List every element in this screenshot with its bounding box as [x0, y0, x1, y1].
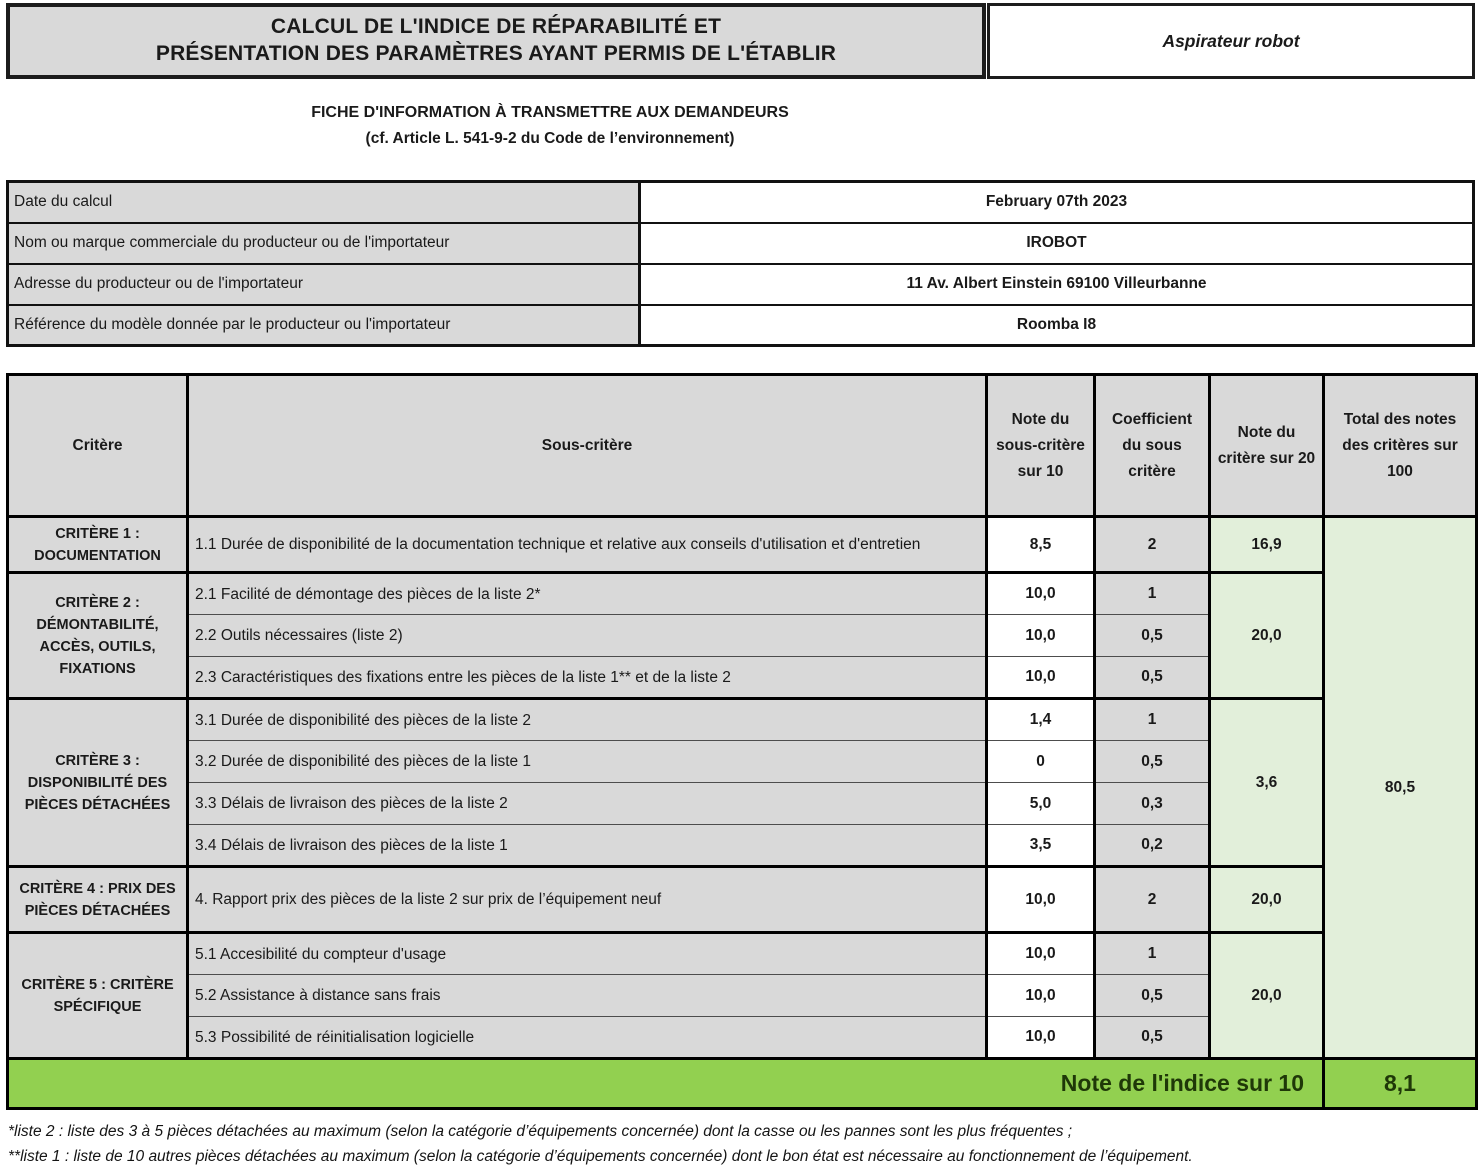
subcriterion-score-cell: 0 — [987, 741, 1095, 783]
coefficient-cell: 2 — [1095, 517, 1210, 573]
info-value-producer-address: 11 Av. Albert Einstein 69100 Villeurbanne — [640, 264, 1474, 305]
criterion-4-score-cell: 20,0 — [1210, 867, 1324, 933]
table-row — [8, 699, 1477, 741]
coefficient-cell: 0,3 — [1095, 783, 1210, 825]
subcriterion-score-cell: 10,0 — [987, 615, 1095, 657]
subcriterion-label-cell: 2.3 Caractéristiques des fixations entre les pièces de la liste 1** et de la liste 2 — [188, 657, 987, 699]
info-value-producer-name: IROBOT — [640, 223, 1474, 264]
column-header-note-sous-critere: Note du sous-critère sur 10 — [987, 375, 1095, 517]
subcriterion-score-cell: 10,0 — [987, 1017, 1095, 1059]
info-row-date — [8, 182, 1474, 223]
criterion-5-score-cell: 20,0 — [1210, 933, 1324, 1059]
info-table — [6, 180, 1475, 347]
coefficient-cell: 0,5 — [1095, 741, 1210, 783]
criterion-2-name-cell: CRITÈRE 2 : DÉMONTABILITÉ, ACCÈS, OUTILS, FIXATIONS — [8, 573, 188, 699]
coefficient-cell: 2 — [1095, 867, 1210, 933]
subcriterion-label-cell: 4. Rapport prix des pièces de la liste 2 sur prix de l’équipement neuf — [188, 867, 987, 933]
table-row — [8, 517, 1477, 573]
criteria-table-header-row — [8, 375, 1477, 517]
subcriterion-score-cell: 10,0 — [987, 933, 1095, 975]
criterion-2-score-cell: 20,0 — [1210, 573, 1324, 699]
column-header-total: Total des notes des critères sur 100 — [1324, 375, 1477, 517]
coefficient-cell: 0,5 — [1095, 975, 1210, 1017]
subcriterion-score-cell: 10,0 — [987, 573, 1095, 615]
criterion-3-name-cell: CRITÈRE 3 : DISPONIBILITÉ DES PIÈCES DÉTACHÉES — [8, 699, 188, 867]
info-row-producer-name — [8, 223, 1474, 264]
subcriterion-score-cell: 3,5 — [987, 825, 1095, 867]
subcriterion-label-cell: 1.1 Durée de disponibilité de la documentation technique et relative aux conseils d'utilisation et d'entretien — [188, 517, 987, 573]
subcriterion-label-cell: 5.1 Accesibilité du compteur d'usage — [188, 933, 987, 975]
info-label-model-reference: Référence du modèle donnée par le producteur ou l'importateur — [8, 305, 640, 346]
subcriterion-score-cell: 10,0 — [987, 975, 1095, 1017]
coefficient-cell: 1 — [1095, 933, 1210, 975]
subcriterion-label-cell: 3.4 Délais de livraison des pièces de la liste 1 — [188, 825, 987, 867]
product-category-box — [987, 3, 1475, 79]
info-label-producer-address: Adresse du producteur ou de l'importateur — [8, 264, 640, 305]
coefficient-cell: 1 — [1095, 699, 1210, 741]
subtitle-legal-reference: (cf. Article L. 541-9-2 du Code de l’environnement) — [365, 130, 735, 147]
footnotes — [8, 1119, 1480, 1169]
subcriterion-label-cell: 3.1 Durée de disponibilité des pièces de la liste 2 — [188, 699, 987, 741]
subcriterion-score-cell: 1,4 — [987, 699, 1095, 741]
document-title — [6, 3, 986, 79]
footnote-liste-1: **liste 1 : liste de 10 autres pièces détachées au maximum (selon la catégorie d’équipements concernée) dont le bon état est nécessaire au fonctionnement de l’équipement. — [8, 1148, 1193, 1165]
index-score-row — [8, 1059, 1477, 1109]
info-row-producer-address — [8, 264, 1474, 305]
info-label-producer-name: Nom ou marque commerciale du producteur ou de l'importateur — [8, 223, 640, 264]
subtitle-line1: FICHE D'INFORMATION À TRANSMETTRE AUX DEMANDEURS — [311, 104, 789, 121]
index-score-label: Note de l'indice sur 10 — [8, 1059, 1324, 1109]
subcriterion-label-cell: 5.3 Possibilité de réinitialisation logicielle — [188, 1017, 987, 1059]
coefficient-cell: 0,5 — [1095, 615, 1210, 657]
subcriterion-score-cell: 8,5 — [987, 517, 1095, 573]
criterion-1-name-cell: CRITÈRE 1 : DOCUMENTATION — [8, 517, 188, 573]
subcriterion-label-cell: 2.1 Facilité de démontage des pièces de la liste 2* — [188, 573, 987, 615]
page-header — [6, 3, 1475, 79]
info-value-model-reference: Roomba I8 — [640, 305, 1474, 346]
table-row — [8, 933, 1477, 975]
criterion-1-score-cell: 16,9 — [1210, 517, 1324, 573]
footnote-liste-2: *liste 2 : liste des 3 à 5 pièces détachées au maximum (selon la catégorie d’équipements concernée) dont la casse ou les pannes sont les plus fréquentes ; — [8, 1123, 1073, 1140]
coefficient-cell: 0,2 — [1095, 825, 1210, 867]
subcriterion-label-cell: 2.2 Outils nécessaires (liste 2) — [188, 615, 987, 657]
criterion-5-name-cell: CRITÈRE 5 : CRITÈRE SPÉCIFIQUE — [8, 933, 188, 1059]
coefficient-cell: 1 — [1095, 573, 1210, 615]
document-title-line1: CALCUL DE L'INDICE DE RÉPARABILITÉ ET — [270, 15, 722, 38]
column-header-note-critere: Note du critère sur 20 — [1210, 375, 1324, 517]
info-value-date: February 07th 2023 — [640, 182, 1474, 223]
info-label-date: Date du calcul — [8, 182, 640, 223]
info-row-model-reference — [8, 305, 1474, 346]
coefficient-cell: 0,5 — [1095, 657, 1210, 699]
criterion-4-name-cell: CRITÈRE 4 : PRIX DES PIÈCES DÉTACHÉES — [8, 867, 188, 933]
column-header-critere: Critère — [8, 375, 188, 517]
table-row — [8, 867, 1477, 933]
criteria-table — [6, 373, 1478, 1110]
column-header-coefficient: Coefficient du sous critère — [1095, 375, 1210, 517]
info-sheet-subtitle — [0, 100, 1100, 152]
subcriterion-score-cell: 10,0 — [987, 657, 1095, 699]
table-row — [8, 573, 1477, 615]
subcriterion-score-cell: 5,0 — [987, 783, 1095, 825]
subcriterion-label-cell: 3.3 Délais de livraison des pièces de la liste 2 — [188, 783, 987, 825]
subcriterion-score-cell: 10,0 — [987, 867, 1095, 933]
subcriterion-label-cell: 3.2 Durée de disponibilité des pièces de la liste 1 — [188, 741, 987, 783]
coefficient-cell: 0,5 — [1095, 1017, 1210, 1059]
subcriterion-label-cell: 5.2 Assistance à distance sans frais — [188, 975, 987, 1017]
document-title-line2: PRÉSENTATION DES PARAMÈTRES AYANT PERMIS DE L'ÉTABLIR — [155, 42, 837, 65]
product-category-label: Aspirateur robot — [1162, 30, 1300, 51]
column-header-sous-critere: Sous-critère — [188, 375, 987, 517]
index-score-value: 8,1 — [1324, 1059, 1477, 1109]
criterion-3-score-cell: 3,6 — [1210, 699, 1324, 867]
total-score-cell: 80,5 — [1324, 517, 1477, 1059]
